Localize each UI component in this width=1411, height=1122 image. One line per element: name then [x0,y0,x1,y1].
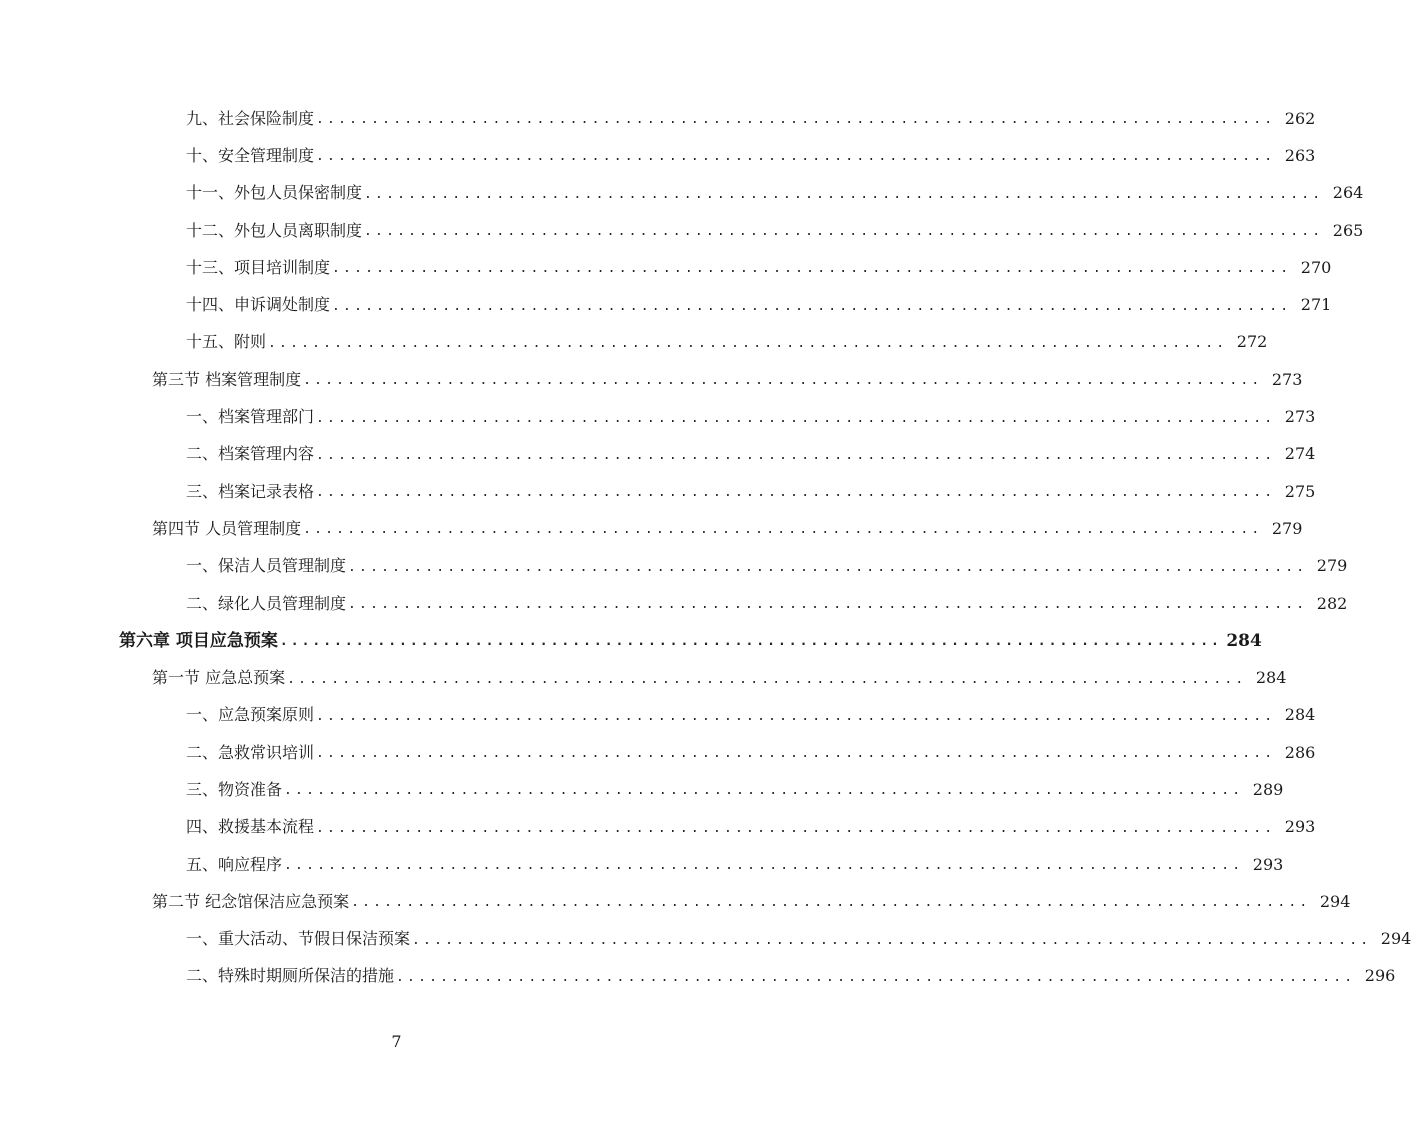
toc-entry-label: 第一节 应急总预案 [152,668,286,688]
toc-entry-label: 十二、外包人员离职制度 [186,220,363,240]
toc-entry-page: 265 [1332,220,1364,240]
toc-entry-page: 279 [1271,518,1303,538]
toc-entry-label: 十、安全管理制度 [186,145,315,165]
toc-entry-page: 264 [1332,183,1364,203]
toc-dot-leader: ....................................................................................... [348,597,1308,612]
toc-entry-label: 第六章 项目应急预案 [119,630,278,651]
toc-entry-page: 286 [1284,742,1316,762]
toc-dot-leader: ....................................................................................... [348,559,1308,575]
toc-entry-label: 二、档案管理内容 [186,444,315,464]
toc-entry-page: 296 [1364,966,1396,986]
toc-dot-leader: ....................................................................................... [332,261,1292,277]
toc-dot-leader: ....................................................................................... [279,634,1222,650]
toc-dot-leader: ....................................................................................... [316,746,1276,762]
toc-entry[interactable] [186,585,1348,622]
toc-dot-leader: ....................................................................................... [316,708,1276,724]
toc-entry-page: 294 [1319,891,1351,911]
toc-entry-page: 270 [1300,257,1332,277]
toc-entry-label: 十三、项目培训制度 [186,257,331,277]
toc-entry-page: 293 [1284,817,1316,837]
toc-entry-page: 271 [1300,295,1332,315]
toc-entry-page: 284 [1255,668,1287,688]
table-of-contents [0,100,1411,995]
toc-entry-page: 284 [1226,630,1262,651]
toc-entry[interactable] [186,548,1348,585]
toc-entry[interactable] [186,771,1284,808]
toc-dot-leader: ....................................................................................... [316,447,1276,463]
toc-entry-label: 十一、外包人员保密制度 [186,183,363,203]
toc-entry-label: 第三节 档案管理制度 [152,369,302,389]
toc-entry[interactable] [186,324,1268,361]
toc-dot-leader: ....................................................................................... [316,112,1276,128]
toc-entry-label: 二、急救常识培训 [186,742,315,762]
toc-entry-page: 263 [1284,145,1316,165]
toc-entry-label: 九、社会保险制度 [186,108,315,128]
toc-entry[interactable] [186,137,1316,174]
toc-entry[interactable] [186,809,1316,846]
toc-entry-page: 289 [1252,779,1284,799]
toc-entry-label: 三、物资准备 [186,779,283,799]
toc-entry[interactable] [186,846,1284,883]
toc-dot-leader: ....................................................................................... [316,820,1276,836]
toc-entry-label: 十四、申诉调处制度 [186,295,331,315]
toc-entry[interactable] [186,473,1316,510]
toc-dot-leader: ....................................................................................... [412,932,1372,948]
toc-entry-label: 二、特殊时期厕所保洁的措施 [186,966,395,986]
toc-dot-leader: ....................................................................................... [396,969,1356,985]
toc-entry-label: 一、档案管理部门 [186,407,315,427]
toc-section-entry[interactable] [152,659,1287,696]
toc-section-entry[interactable] [152,883,1351,920]
toc-chapter-entry[interactable] [119,622,1262,659]
toc-entry-page: 284 [1284,705,1316,725]
toc-section-entry[interactable] [152,361,1303,398]
toc-section-entry[interactable] [152,510,1303,547]
page-number: 7 [391,1032,402,1051]
toc-dot-leader: ....................................................................................... [316,485,1276,501]
toc-entry[interactable] [186,249,1332,286]
toc-dot-leader: ....................................................................................... [364,186,1324,202]
toc-entry-page: 273 [1284,407,1316,427]
toc-dot-leader: ....................................................................................... [316,149,1276,165]
toc-entry[interactable] [186,398,1316,435]
toc-dot-leader: ....................................................................................... [284,858,1244,874]
toc-dot-leader: ....................................................................................... [316,410,1276,426]
toc-dot-leader: ....................................................................................... [364,224,1324,240]
toc-entry[interactable] [186,734,1316,771]
toc-entry[interactable] [186,697,1316,734]
toc-entry-page: 279 [1316,556,1348,576]
toc-entry[interactable] [186,175,1364,212]
toc-entry-page: 293 [1252,854,1284,874]
toc-entry-label: 第二节 纪念馆保洁应急预案 [152,891,350,911]
toc-entry-page: 272 [1236,332,1268,352]
toc-entry-label: 五、响应程序 [186,854,283,874]
toc-dot-leader: ....................................................................................... [303,522,1263,538]
toc-entry[interactable] [186,286,1332,323]
toc-entry-label: 第四节 人员管理制度 [152,518,302,538]
toc-dot-leader: ....................................................................................... [284,783,1244,799]
toc-entry[interactable] [186,436,1316,473]
toc-dot-leader: ....................................................................................... [332,298,1292,314]
toc-entry-label: 一、重大活动、节假日保洁预案 [186,929,411,949]
toc-entry[interactable] [186,100,1316,137]
toc-dot-leader: ....................................................................................... [287,671,1247,687]
toc-entry-page: 275 [1284,481,1316,501]
toc-entry[interactable] [186,921,1411,958]
toc-entry-label: 四、救援基本流程 [186,817,315,837]
toc-entry-page: 262 [1284,108,1316,128]
toc-dot-leader: ....................................................................................... [303,373,1263,389]
toc-entry-page: 273 [1271,369,1303,389]
toc-entry-page: 282 [1316,593,1348,613]
toc-entry-label: 二、绿化人员管理制度 [186,593,347,613]
toc-entry-label: 一、保洁人员管理制度 [186,556,347,576]
toc-entry-page: 274 [1284,444,1316,464]
toc-entry[interactable] [186,958,1396,995]
toc-entry-label: 一、应急预案原则 [186,705,315,725]
toc-entry-label: 十五、附则 [186,332,267,352]
toc-entry-label: 三、档案记录表格 [186,481,315,501]
toc-dot-leader: ....................................................................................... [268,335,1228,351]
toc-entry[interactable] [186,212,1364,249]
toc-dot-leader: ....................................................................................... [351,895,1311,911]
toc-entry-page: 294 [1380,929,1411,949]
